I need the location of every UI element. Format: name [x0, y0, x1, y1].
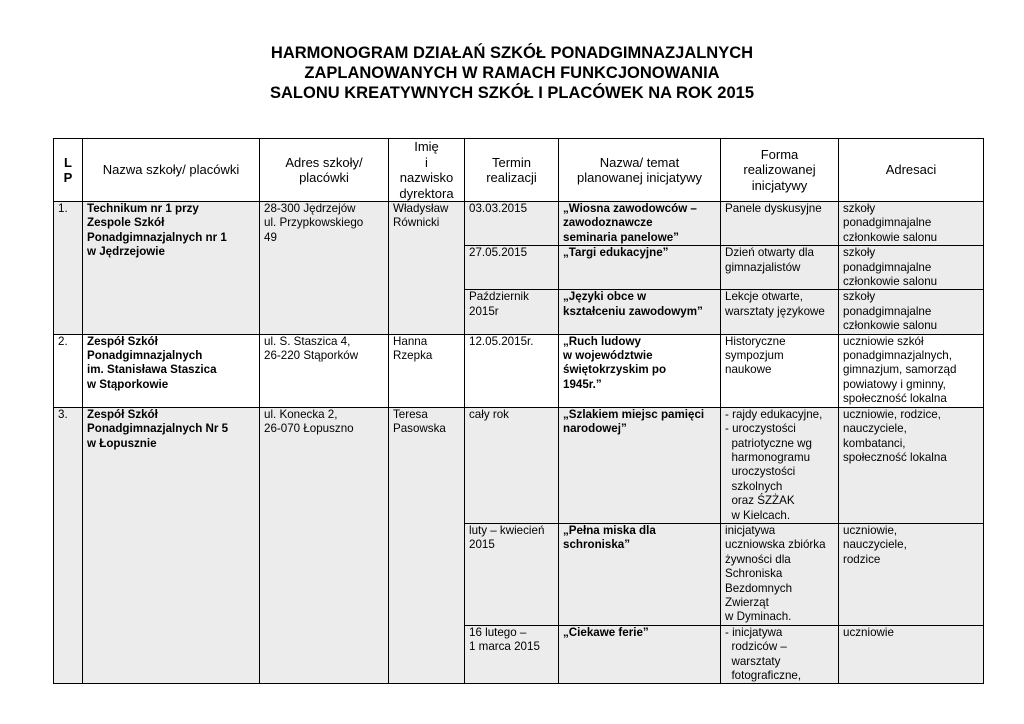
cell-form: Historyczne sympozjum naukowe [721, 334, 839, 407]
header-recipients: Adresaci [839, 139, 984, 202]
cell-topic: „Wiosna zawodowców – zawodoznawcze seminaria panelowe” [559, 202, 721, 246]
cell-recipients: szkoły ponadgimnajalne członkowie salonu [839, 246, 984, 290]
header-lp: L P [54, 139, 83, 202]
document-title [0, 43, 1024, 103]
cell-school-name: Zespół Szkół Ponadgimnazjalnych im. Stanisława Staszica w Stąporkowie [83, 334, 260, 407]
cell-term: 03.03.2015 [465, 202, 559, 246]
header-director: Imię i nazwisko dyrektora [389, 139, 465, 202]
header-form: Forma realizowanej inicjatywy [721, 139, 839, 202]
cell-term: 27.05.2015 [465, 246, 559, 290]
header-address: Adres szkoły/ placówki [260, 139, 389, 202]
cell-term: 16 lutego – 1 marca 2015 [465, 625, 559, 684]
cell-address: 28-300 Jędrzejów ul. Przypkowskiego 49 [260, 202, 389, 335]
cell-lp: 2. [54, 334, 83, 407]
cell-recipients: szkoły ponadgimnajalne członkowie salonu [839, 202, 984, 246]
title-line-1: HARMONOGRAM DZIAŁAŃ SZKÓŁ PONADGIMNAZJALNYCH [270, 44, 754, 62]
cell-term: Październik 2015r [465, 290, 559, 334]
cell-director: Teresa Pasowska [389, 407, 465, 684]
schedule-table [53, 138, 984, 684]
table-row [54, 407, 984, 523]
cell-term: cały rok [465, 407, 559, 523]
cell-topic: „Szlakiem miejsc pamięci narodowej” [559, 407, 721, 523]
cell-lp: 3. [54, 407, 83, 684]
cell-topic: „Ruch ludowy w województwie świętokrzyskim po 1945r.” [559, 334, 721, 407]
cell-address: ul. Konecka 2, 26-070 Łopuszno [260, 407, 389, 684]
cell-topic: „Języki obce w kształceniu zawodowym” [559, 290, 721, 334]
cell-school-name: Technikum nr 1 przy Zespole Szkół Ponadgimnazjalnych nr 1 w Jędrzejowie [83, 202, 260, 335]
title-line-2: ZAPLANOWANYCH W RAMACH FUNKCJONOWANIA [304, 64, 720, 82]
cell-form: - rajdy edukacyjne, - uroczystości patriotyczne wg harmonogramu uroczystości szkolnych oraz ŚZŻAK w Kielcach. [721, 407, 839, 523]
cell-school-name: Zespół Szkół Ponadgimnazjalnych Nr 5 w Łopusznie [83, 407, 260, 684]
cell-director: Władysław Równicki [389, 202, 465, 335]
cell-form: - inicjatywa rodziców – warsztaty fotograficzne, [721, 625, 839, 684]
cell-term: 12.05.2015r. [465, 334, 559, 407]
header-row [54, 139, 984, 202]
cell-recipients: uczniowie [839, 625, 984, 684]
cell-form: Lekcje otwarte, warsztaty językowe [721, 290, 839, 334]
title-line-3: SALONU KREATYWNYCH SZKÓŁ I PLACÓWEK NA ROK 2015 [269, 84, 755, 102]
cell-form: Panele dyskusyjne [721, 202, 839, 246]
cell-lp: 1. [54, 202, 83, 335]
header-topic: Nazwa/ temat planowanej inicjatywy [559, 139, 721, 202]
cell-recipients: szkoły ponadgimnajalne członkowie salonu [839, 290, 984, 334]
cell-director: Hanna Rzepka [389, 334, 465, 407]
header-term: Termin realizacji [465, 139, 559, 202]
cell-term: luty – kwiecień 2015 [465, 523, 559, 625]
table-row [54, 202, 984, 246]
cell-topic: „Targi edukacyjne” [559, 246, 721, 290]
cell-recipients: uczniowie, rodzice, nauczyciele, kombatanci, społeczność lokalna [839, 407, 984, 523]
header-school-name: Nazwa szkoły/ placówki [83, 139, 260, 202]
cell-recipients: uczniowie, nauczyciele, rodzice [839, 523, 984, 625]
cell-topic: „Ciekawe ferie” [559, 625, 721, 684]
cell-recipients: uczniowie szkół ponadgimnazjalnych, gimnazjum, samorząd powiatowy i gminny, społeczność lokalna [839, 334, 984, 407]
table-row [54, 334, 984, 407]
cell-topic: „Pełna miska dla schroniska” [559, 523, 721, 625]
cell-form: inicjatywa uczniowska zbiórka żywności dla Schroniska Bezdomnych Zwierząt w Dyminach. [721, 523, 839, 625]
cell-form: Dzień otwarty dla gimnazjalistów [721, 246, 839, 290]
cell-address: ul. S. Staszica 4, 26-220 Stąporków [260, 334, 389, 407]
